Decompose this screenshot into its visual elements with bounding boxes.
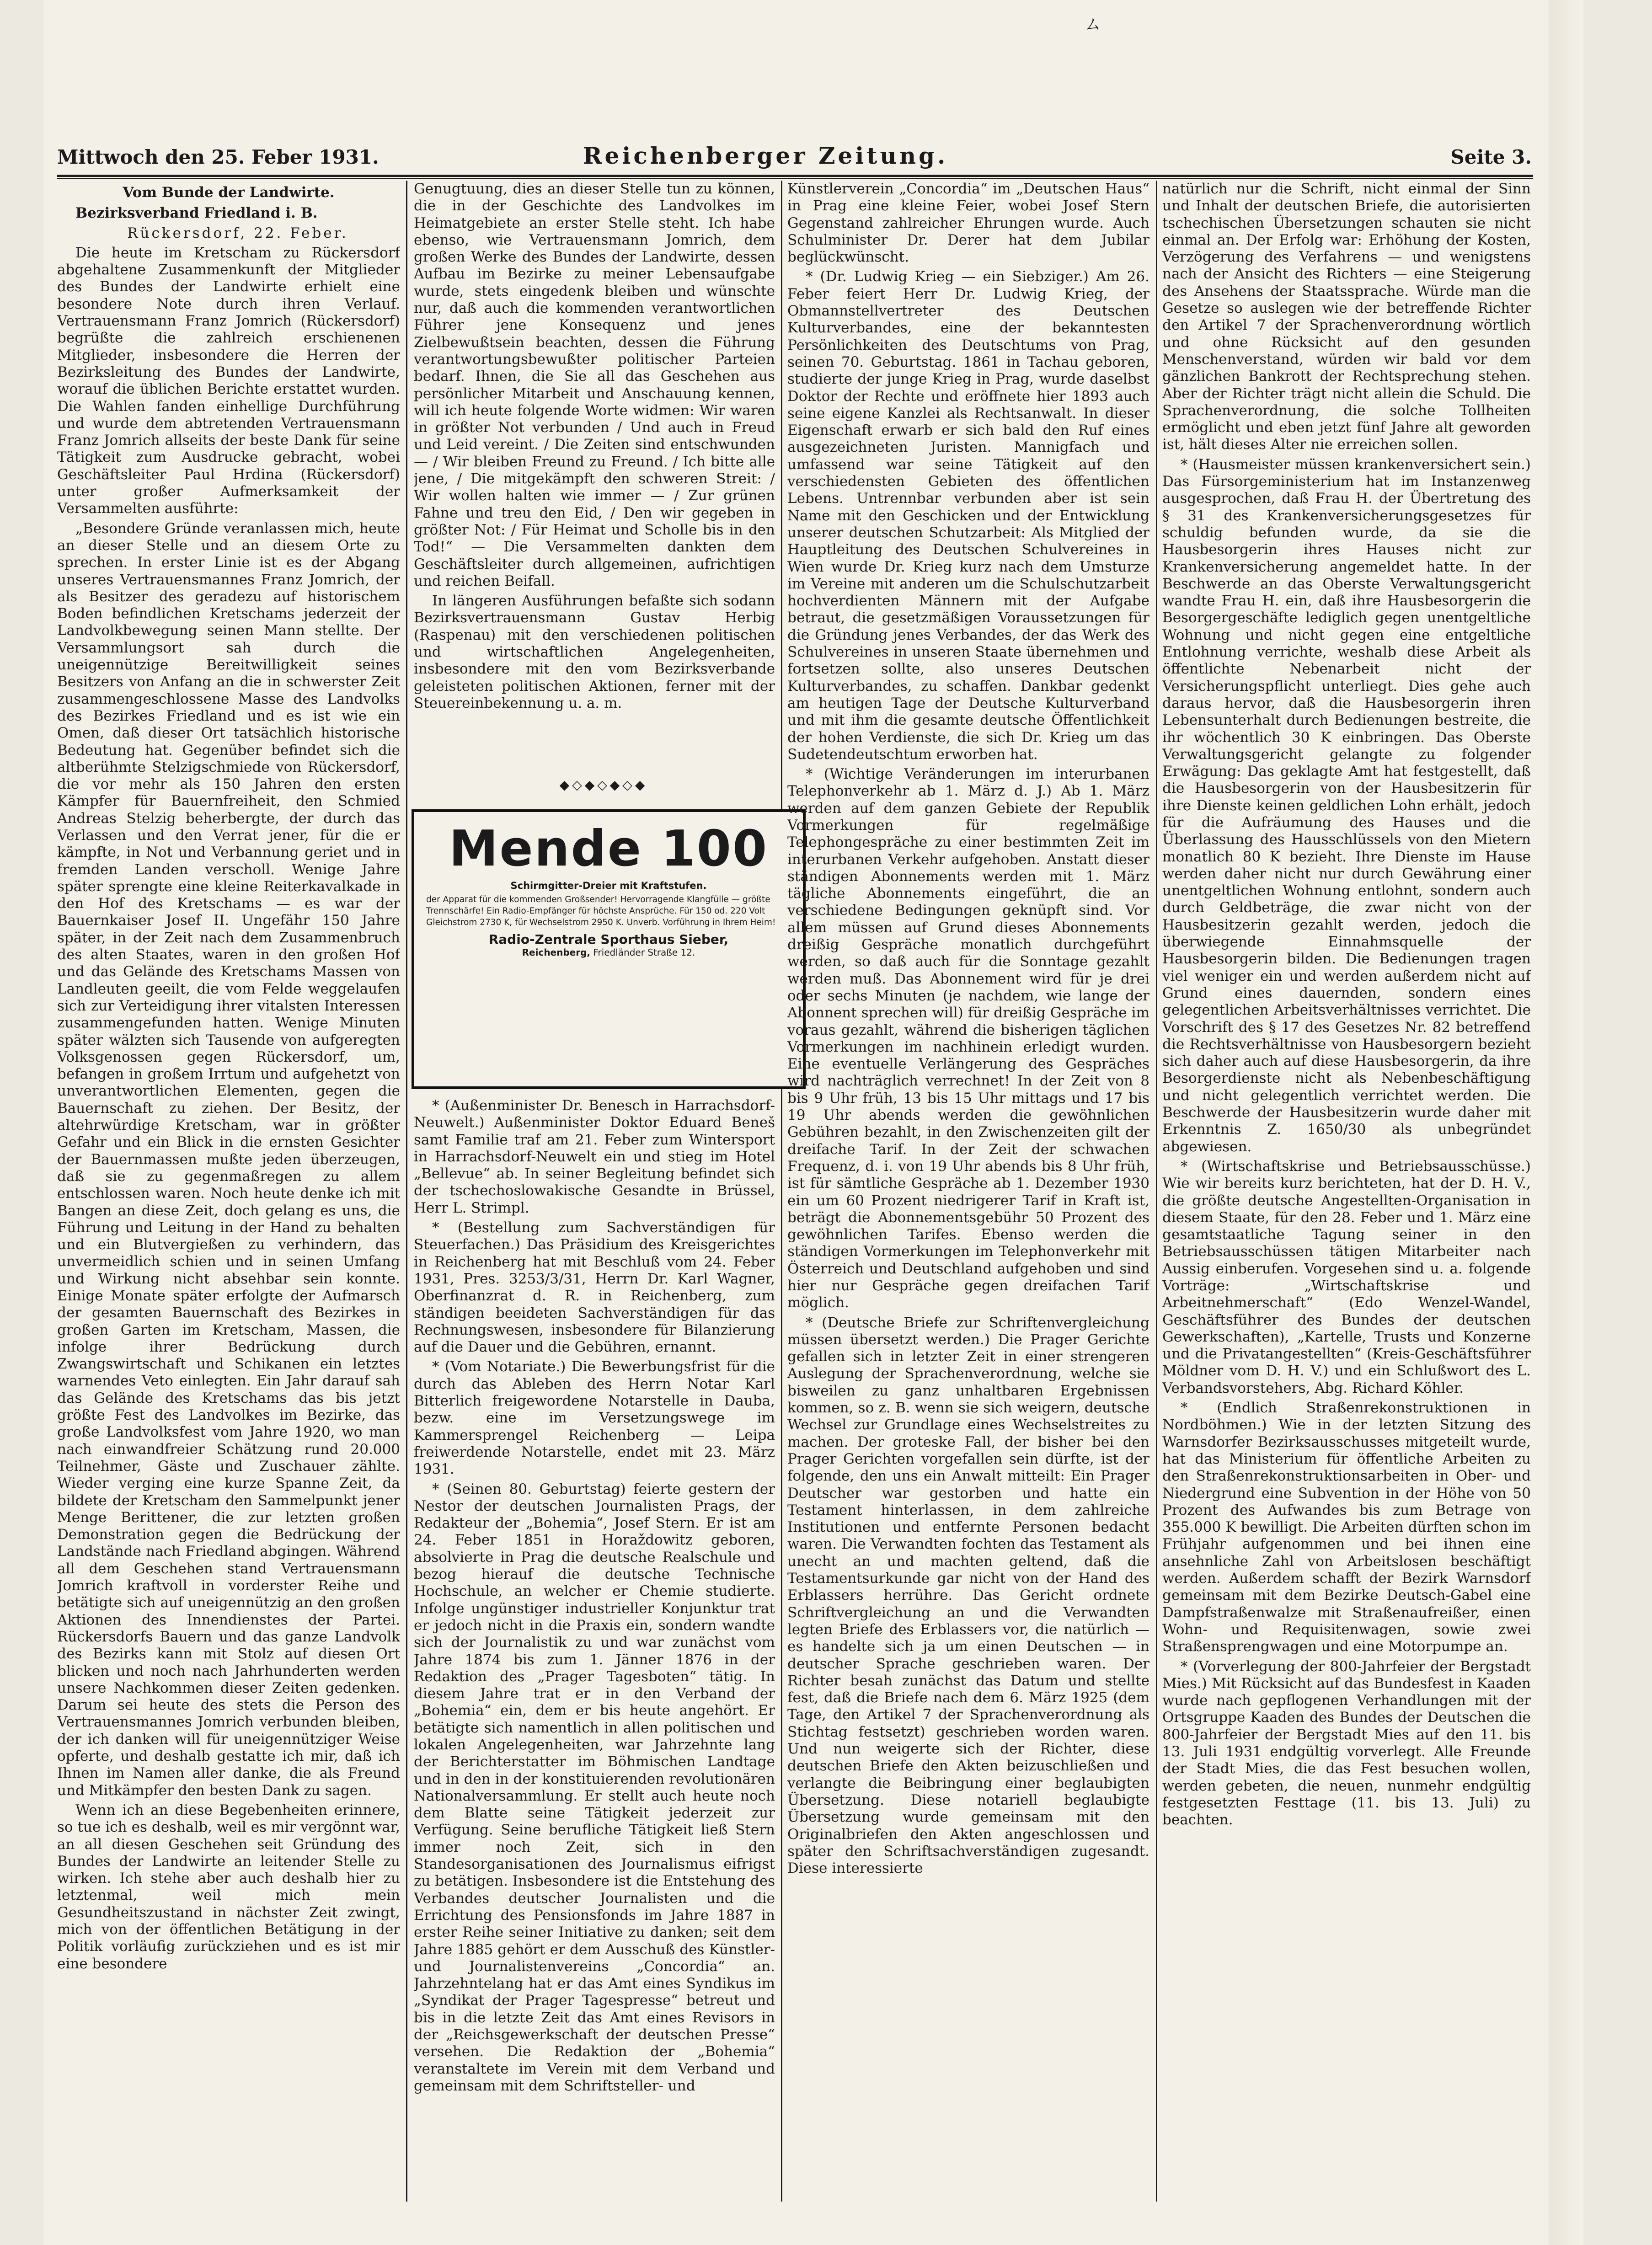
news-item: * (Wirtschaftskrise und Betriebsausschüsse.) Wie wir bereits kurz berichteten, hat der D. H. V., die größte deutsche Angestellten-Organisation in diesem Staate, für den 28. Feber und 1. März eine gesamtstaatliche Tagung seiner in den Betriebsausschüssen tätigen Mitarbeiter nach Aussig einberufen. Vorgesehen sind u. a. folgende Vorträge: „Wirtschaftskrise und Arbeitnehmerschaft“ (Edo Wenzel-Wandel, Geschäftsführer des Bundes der deutschen Gewerkschaften), „Kartelle, Trusts und Konzerne und die Privatangestellten“ (Kreis-Geschäftsführer Möldner vom D. H. V.) und ein Schlußwort des L. Verbandsvorstehers, Abg. Richard Köhler. [1162, 1158, 1531, 1396]
news-item: * (Hausmeister müssen krankenversichert sein.) Das Fürsorgeministerium hat im Instanzenweg ausgesprochen, daß Frau H. der Übertretung des § 31 des Krankenversicherungsgesetzes für schuldig befunden wurde, da sie die Hausbesorgerin ihres Hauses nicht zur Krankenversicherung angemeldet hatte. In der Beschwerde an das Oberste Verwaltungsgericht wandte Frau H. ein, daß ihre Hausbesorgerin die Besorgergeschäfte lediglich gegen unentgeltliche Wohnung und nicht gegen eine entgeltliche Entlohnung verrichte, weshalb diese Arbeit als öffentlichte Nebenarbeit nicht der Versicherungspflicht unterliegt. Dies gehe auch daraus hervor, daß die Hausbesorgerin ihren Lebensunterhalt durch Bedienungen bestreite, die ihr wöchentlich 30 K einbringen. Das Oberste Verwaltungsgericht gelangte zu folgender Erwägung: Das geklagte Amt hat festgestellt, daß die Hausbesorgerin von der Hausbesitzerin für ihre Dienste keinen geldlichen Lohn erhält, jedoch für die Aufräumung des Hauses und die Überlassung des Hausschlüssels von den Mietern monatlich 80 K bezieht. Ihre Dienste im Hause werden daher nicht nur durch Gewährung einer unentgeltlichen Wohnung entlohnt, sondern auch durch Geldbeträge, die zwar nicht von der Hausbesitzerin gezahlt werden, jedoch die überwiegende Einnahmsquelle der Hausbesorgerin bilden. Die Bedienungen tragen viel weniger ein und werden außerdem nicht auf Grund eines dauernden, sondern eines gelegentlichen Arbeitsverhältnisses verrichtet. Die Vorschrift des § 17 des Gesetzes Nr. 82 betreffend die Rechtsverhältnisse von Hausbesorgern bezieht sich daher auch auf diese Hausbesorgerin, da ihre Besorgerdienste nicht als Nebenbeschäftigung und nicht gelegentlich verrichtet werden. Die Beschwerde der Hausbesitzerin wurde daher mit Erkenntnis Z. 1650/30 als unbegründet abgewiesen. [1162, 456, 1531, 1155]
newspaper-title: Reichenberger Zeitung. [583, 142, 948, 169]
news-item: * (Vorverlegung der 800-Jahrfeier der Bergstadt Mies.) Mit Rücksicht auf das Bundesfest in Kaaden wurde nach gepflogenen Verhandlungen mit der Ortsgruppe Kaaden des Bundes der Deutschen die 800-Jahrfeier der Bergstadt Mies auf den 11. bis 13. Juli 1931 endgültig vorverlegt. Alle Freunde der Stadt Mies, die das Fest besuchen wollen, werden gebeten, die neuen, nunmehr endgültig festgesetzten Festtage (11. bis 13. Juli) zu beachten. [1162, 1658, 1531, 1828]
column-divider [1156, 181, 1157, 2202]
article-paragraph: Genugtuung, dies an dieser Stelle tun zu können, die in der Geschichte des Landvolkes im Heimatgebiete an erster Stelle steht. Ich habe ebenso, wie Vertrauensmann Jomrich, dem großen Werke des Bundes der Landwirte, dessen Aufbau im Bezirke zu meiner Lebensaufgabe wurde, stets eingedenk bleiben und wünschte nur, daß auch die kommenden verantwortlichen Führer jene Konsequenz und jenes Zielbewußtsein beachten, dessen die Führung verantwortungsbewußter politischer Parteien bedarf. Ihnen, die Sie all das Geschehen aus persönlicher Mitarbeit und Anschauung kennen, will ich heute folgende Worte widmen: Wir waren in größter Not verbunden / Und auch in Freud und Leid vereint. / Die Zeiten sind entschwunden — / Wir bleiben Freund zu Freund. / Ich bitte alle jene, / Die mitgekämpft den schweren Streit: / Wir wollen halten wie immer — / Zur grünen Fahne und treu den Eid, / Den wir gegeben in größter Not: / Für Heimat und Scholle bis in den Tod!“ — Die Versammelten dankten dem Geschäftsleiter durch allgemeinen, aufrichtigen und reichen Beifall. [414, 181, 775, 589]
news-item: * (Deutsche Briefe zur Schriftenvergleichung müssen übersetzt werden.) Die Prager Gerichte gefallen sich in letzter Zeit in einer strengeren Auslegung der Sprachenverordnung, welche sie bisweilen zu ganz unhaltbaren Ergebnissen kommen, so z. B. wenn sie sich weigern, deutsche Wechsel zur Grundlage eines Wechselstreites zu machen. Der groteske Fall, der bisher bei den Prager Gerichten vorgefallen sein dürfte, ist der folgende, den uns ein Anwalt mitteilt: Ein Prager Deutscher war gestorben und hatte ein Testament hinterlassen, in dem zahlreiche Institutionen und entfernte Personen bedacht waren. Die Verwandten fochten das Testament als unecht an und machten geltend, daß die Testamentsurkunde gar nicht von der Hand des Erblassers herrühre. Das Gericht ordnete Schriftvergleichung an und die Verwandten legten Briefe des Erblassers vor, die natürlich — es handelte sich ja um einen Deutschen — in deutscher Sprache geschrieben waren. Der Richter besah zunächst das Datum und stellte fest, daß die Briefe nach dem 6. März 1925 (dem Tage, den Artikel 7 der Sprachenverordnung als Stichtag festsetzt) geschrieben worden waren. Und nun weigerte sich der Richter, diese deutschen Briefe den Akten beizuschließen und verlangte die Beibringung einer beglaubigten Übersetzung. Diese notariell beglaubigte Übersetzung wurde gemeinsam mit den Originalbriefen den Akten angeschlossen und später den Schriftsachverständigen zugesandt. Diese interessierte [787, 1314, 1149, 1877]
advertisement [412, 809, 806, 1089]
article-paragraph: Die heute im Kretscham zu Rückersdorf abgehaltene Zusammenkunft der Mitglieder des Bundes der Landwirte erhielt eine besondere Note durch ihren Verlauf. Vertrauensmann Franz Jomrich (Rückersdorf) begrüßte die zahlreich erschienenen Mitglieder, insbesondere die Herren der Bezirksleitung des Bundes der Landwirte, worauf die üblichen Berichte erstattet wurden. Die Wahlen fanden einhellige Durchführung und wurde dem abtretenden Vertrauensmann Franz Jomrich allseits der beste Dank für seine Tätigkeit zum Ausdrucke gebracht, wobei Geschäftsleiter Paul Hrdina (Rückersdorf) unter großer Aufmerksamkeit der Versammelten ausführte: [57, 244, 400, 517]
column-3 [787, 181, 1149, 2202]
column-1 [57, 181, 400, 2202]
news-item: * (Dr. Ludwig Krieg — ein Siebziger.) Am 26. Feber feiert Herr Dr. Ludwig Krieg, der Obmannstellvertreter des Deutschen Kulturverbandes, eine der bekanntesten Persönlichkeiten des Deutschtums von Prag, seinen 70. Geburtstag. 1861 in Tachau geboren, studierte der junge Krieg in Prag, wurde daselbst Doktor der Rechte und eröffnete hier 1893 auch seine eigene Kanzlei als Rechtsanwalt. In dieser Eigenschaft erwarb er sich bald den Ruf eines ausgezeichneten Juristen. Mannigfach und umfassend war seine Tätigkeit auf den verschiedensten Gebieten des öffentlichen Lebens. Untrennbar verbunden aber ist sein Name mit den Geschicken und der Entwicklung unserer deutschen Schutzarbeit: Als Mitglied der Hauptleitung des Deutschen Schulvereines in Wien wurde Dr. Krieg kurz nach dem Umsturze im Vereine mit anderen um die Schulschutzarbeit hochverdienten Männern mit der Aufgabe betraut, die gesetzmäßigen Voraussetzungen für die Gründung jenes Verbandes, der das Werk des Schulvereines in unseren Staate übernehmen und fortsetzen sollte, also unseres Deutschen Kulturverbandes, zu schaffen. Dankbar gedenkt am heutigen Tage der Deutsche Kulturverband und mit ihm die gesamte deutsche Öffentlichkeit der hohen Verdienste, die sich Dr. Krieg um das Sudetendeutschtum erworben hat. [787, 268, 1149, 763]
column-2-bottom [414, 1097, 775, 2199]
news-item: * (Vom Notariate.) Die Bewerbungsfrist für die durch das Ableben des Herrn Notar Karl Bitterlich freigewordene Notarstelle in Dauba, bezw. eine im Versetzungswege im Kammersprengel Reichenberg — Leipa freiwerdende Notarstelle, endet mit 23. März 1931. [414, 1358, 775, 1478]
ad-city: Reichenberg, [522, 947, 591, 958]
printing-mark: ㄙ [1084, 13, 1102, 34]
ad-company: Radio-Zentrale Sporthaus Sieber, [488, 932, 729, 947]
news-item: * (Wichtige Veränderungen im interurbanen Telephonverkehr ab 1. März d. J.) Ab 1. März werden auf dem ganzen Gebiete der Republik Vormerkungen für regelmäßige Telephongespräche zu einer bestimmten Zeit im interurbanen Verkehr aufgehoben. Anstatt dieser ständigen Abonnements werden mit 1. März tägliche Abonnements eingeführt, die an verschiedene Bedingungen geknüpft sind. Vor allem müssen auf Grund dieses Abonnements dreißig Gespräche monatlich durchgeführt werden, so daß auch für die Sonntage gezahlt werden muß. Das Abonnement wird für je drei oder sechs Minuten (je nachdem, wie lange der Abonnent sprechen will) für dreißig Gespräche im voraus gezahlt, während die bisherigen täglichen Vormerkungen im nachhinein erledigt wurden. Eine eventuelle Verlängerung des Gespräches wird nachträglich verrechnet! In der Zeit von 8 bis 9 Uhr früh, 13 bis 15 Uhr mittags und 17 bis 19 Uhr abends werden die gewöhnlichen Gebühren bezahlt, in den Zwischenzeiten gilt der dreifache Tarif. In der Zeit der schwachen Frequenz, d. i. von 19 Uhr abends bis 8 Uhr früh, ist für sämtliche Gespräche ab 1. Dezember 1930 ein um 60 Prozent niedrigerer Tarif in Kraft ist, beträgt die Abonnementsgebühr 50 Prozent des gewöhnlichen Tarifes. Ebenso werden die ständigen Vormerkungen im Telephonverkehr mit Österreich und Deutschland aufgehoben und sind hier nur Gespräche gegen dreifachen Tarif möglich. [787, 766, 1149, 1311]
header-date: Mittwoch den 25. Feber 1931. [57, 146, 379, 168]
column-2-top [414, 181, 775, 770]
news-item: * (Endlich Straßenrekonstruktionen in Nordböhmen.) Wie in der letzten Sitzung des Warnsdorfer Bezirksausschusses mitgeteilt wurde, hat das Ministerium für öffentliche Arbeiten zu den Straßenrekonstruktionsarbeiten in Ober- und Niedergrund eine Subvention in der Höhe von 50 Prozent des Aufwandes bis zum Betrage von 355.000 K bewilligt. Die Arbeiten dürften schon im Frühjahr aufgenommen und bei ihnen eine ansehnliche Zahl von Arbeitslosen beschäftigt werden. Außerdem schafft der Bezirk Warnsdorf gemeinsam mit dem Bezirke Deutsch-Gabel eine Dampfstraßenwalze mit Straßenaufreißer, einen Wohn- und Requisitenwagen, sowie zwei Straßensprengwagen und eine Motorpumpe an. [1162, 1400, 1531, 1655]
page-number: Seite 3. [1450, 146, 1532, 168]
news-item: * (Außenminister Dr. Benesch in Harrachsdorf-Neuwelt.) Außenminister Doktor Eduard Beneš samt Familie traf am 21. Feber zum Wintersport in Harrachsdorf-Neuwelt ein und stieg im Hotel „Bellevue“ ab. In seiner Begleitung befindet sich der tschechoslowakische Gesandte in Brüssel, Herr L. Strimpl. [414, 1097, 775, 1216]
article-paragraph: Künstlerverein „Concordia“ im „Deutschen Haus“ in Prag eine kleine Feier, wobei Josef Stern Gegenstand zahlreicher Ehrungen wurde. Auch Schulminister Dr. Derer hat dem Jubilar beglückwünscht. [787, 181, 1149, 266]
news-item: * (Bestellung zum Sachverständigen für Steuerfachen.) Das Präsidium des Kreisgerichtes in Reichenberg hat mit Beschluß vom 24. Feber 1931, Pres. 3253/3/31, Herrn Dr. Karl Wagner, Oberfinanzrat d. R. in Reichenberg, zum ständigen beeideten Sachverständigen für das Rechnungswesen, insbesondere für Bilanzierung auf die Dauer und die Gebühren, ernannt. [414, 1219, 775, 1356]
article-paragraph: In längeren Ausführungen befaßte sich sodann Bezirksvertrauensmann Gustav Herbig (Raspenau) mit den verschiedenen politischen und wirtschaftlichen Angelegenheiten, insbesondere mit den vom Bezirksverbande geleisteten politischen Aktionen, ferner mit der Steuereinbekennung u. a. m. [414, 593, 775, 711]
ad-street: Friedländer Straße 12. [593, 947, 695, 958]
header-rule-thin [57, 178, 1533, 179]
column-divider [781, 181, 782, 2202]
ad-tagline: Schirmgitter-Dreier mit Kraftstufen. [510, 880, 707, 891]
column-divider [406, 181, 407, 2202]
dateline: Rückersdorf, 22. Feber. [127, 224, 348, 241]
ad-ornament: ◆◇◆◇◆◇◆ [559, 777, 648, 792]
ad-address [414, 947, 803, 958]
column-4 [1162, 181, 1531, 2202]
page-edge [1551, 0, 1583, 2245]
ad-brand: Mende 100 [449, 820, 769, 877]
header-rule [57, 175, 1533, 177]
article-paragraph: „Besondere Gründe veranlassen mich, heute an dieser Stelle und an diesem Orte zu sprechen. In erster Linie ist es der Abgang unseres Vertrauensmannes Franz Jomrich, der als Besitzer des geradezu auf historischem Boden befindlichen Kretschams jederzeit der Landvolkbewegung seinen Mann stellte. Der Versammlungsort sah durch die uneigennützige Bereitwilligkeit seines Besitzers von Anfang an die in schwerster Zeit zusammengeschlossene Masse des Landvolks des Bezirkes Friedland und es ist wie ein Omen, daß dieser Ort tatsächlich historische Bedeutung hat. Gegenüber befindet sich die altberühmte Stelzigschmiede von Rückersdorf, die vor mehr als 150 Jahren den ersten Kämpfer für Bauernfreiheit, den Schmied Andreas Stelzig beherbergte, der durch das Verlassen und den Verrat jener, für die er kämpfte, in Not und Verbannung geriet und in fremden Landen verscholl. Wenige Jahre später sprengte eine kleine Reiterkavalkade in den Hof des Kretschams — es war der Bauernkaiser Josef II. Ungefähr 150 Jahre später, in der Zeit nach dem Zusammenbruch des alten Staates, waren in den großen Hof und das Gelände des Kretschams Massen von Landleuten geeilt, die vom Felde weggelaufen sich zur Verteidigung ihrer vitalsten Interessen zusammengefunden hatten. Wenige Minuten später wälzten sich Tausende von aufgeregten Volksgenossen gegen Rückersdorf, um, befangen in großem Irrtum und aufgehetzt von unverantwortlichen Elementen, gegen die Bauernschaft zu ziehen. Der Besitz, der altehrwürdige Kretscham, war in größter Gefahr und ein Blick in die ernsten Gesichter der Bauernmassen mußte jeden überzeugen, daß sie zu gegenmaßregen zu allem entschlossen waren. Noch heute denke ich mit Bangen an diese Zeit, doch gelang es uns, die Führung und Leitung in der Hand zu behalten und ein Blutvergießen zu verhindern, das unvermeidlich schien und in seinen Umfang und Wirkung nicht absehbar sein konnte. Einige Monate später erfolgte der Aufmarsch der gesamten Bauernschaft des Bezirkes in großen Garten im Kretscham, Massen, die infolge ihrer Bedrückung durch Zwangswirtschaft und Schikanen ein letztes warnendes Veto einlegten. Ein Jahr darauf sah das Gelände des Kretschams das bis jetzt größte Fest des Landvolkes im Bezirke, das große Landvolksfest vom Jahre 1920, wo man nach einwandfreier Schätzung rund 20.000 Teilnehmer, Gäste und Zuschauer zählte. Wieder verging eine kurze Spanne Zeit, da bildete der Kretscham den Sammelpunkt jener Menge Berittener, die zur letzten großen Demonstration gegen die Bedrückung der Landstände nach Friedland abgingen. Während all dem Geschehen stand Vertrauensmann Jomrich kraftvoll in vorderster Reihe und betätigte sich auf uneigennützig an den großen Aktionen des Innendienstes der Partei. Rückersdorfs Bauern und das ganze Landvolk des Bezirks kann mit Stolz auf diesen Ort blicken und noch nach Jahrhunderten werden unsere Nachkommen dieser Zeiten gedenken. Darum sei heute des stets die Person des Vertrauensmannes Jomrich verbunden bleiben, der ich danken will für uneigennütziger Weise opferte, und deshalb gestatte ich mir, daß ich Ihnen im Namen aller danke, die als Freund und Mitkämpfer den besten Dank zu sagen. [57, 520, 400, 1799]
page-header [57, 139, 1532, 176]
section-subtitle: Bezirksverband Friedland i. B. [75, 205, 318, 222]
article-paragraph: natürlich nur die Schrift, nicht einmal der Sinn und Inhalt der deutschen Briefe, die autorisierten tschechischen Übersetzungen schauten sie nicht einmal an. Der Erfolg war: Erhöhung der Kosten, Verzögerung des Verfahrens — und wenigstens nach der Ansicht des Richters — eine Steigerung des Ansehens der Staatssprache. Würde man die Gesetze so auslegen wie der betreffende Richter den Artikel 7 der Sprachenverordnung wörtlich und ohne Rücksicht auf den gesunden Menschenverstand, würden wir bald vor dem gänzlichen Bankrott der Rechtsprechung stehen. Aber der Richter trägt nicht allein die Schuld. Die Sprachenverordnung, die solche Tollheiten ermöglicht und eben jetzt fünf Jahre alt geworden ist, hält dieses Alter nie erreichen sollen. [1162, 181, 1531, 453]
news-item: * (Seinen 80. Geburtstag) feierte gestern der Nestor der deutschen Journalisten Prags, der Redakteur der „Bohemia“, Josef Stern. Er ist am 24. Feber 1851 in Horaždowitz geboren, absolvierte in Prag die deutsche Realschule und bezog hierauf die deutsche Technische Hochschule, an welcher er Chemie studierte. Infolge ungünstiger industrieller Konjunktur trat er jedoch nicht in die Praxis ein, sondern wandte sich der Journalistik zu und war zunächst vom Jahre 1874 bis zum 1. Jänner 1876 in der Redaktion des „Prager Tagesboten“ tätig. In diesem Jahre trat er in den Verband der „Bohemia“ ein, dem er bis heute angehört. Er betätigte sich namentlich in allen politischen und lokalen Angelegenheiten, war Jahrzehnte lang der Berichterstatter im Böhmischen Landtage und in den in der konstituierenden revolutionären Nationalversammlung. Er stellt auch heute noch dem Blatte seine Tätigkeit jederzeit zur Verfügung. Seine berufliche Tätigkeit ließ Stern immer noch Zeit, sich in den Standesorganisationen des Journalismus eifrigst zu betätigen. Insbesondere ist die Entstehung des Verbandes deutscher Journalisten und die Errichtung des Pensionsfonds im Jahre 1887 in erster Reihe seiner Initiative zu danken; seit dem Jahre 1885 gehört er dem Ausschuß des Künstler- und Journalistenvereins „Concordia“ an. Jahrzehntelang hat er das Amt eines Syndikus im „Syndikat der Prager Tagespresse“ betreut und bis in die letzte Zeit das Amt eines Revisors in der „Reichsgewerkschaft der deutschen Presse“ versehen. Die Redaktion der „Bohemia“ veranstaltete im Verein mit dem Verband und gemeinsam mit dem Schriftsteller- und [414, 1481, 775, 2094]
ad-description: der Apparat für die kommenden Großsender! Hervorragende Klangfülle — größte Trennschärfe! Ein Radio-Empfänger für höchste Ansprüche. Für 150 od. 220 Volt Gleichstrom 2730 K, für Wechselstrom 2950 K. Unverb. Vorführung in Ihrem Heim! [426, 895, 776, 927]
section-title: Vom Bunde der Landwirte. [123, 184, 335, 201]
article-paragraph: Wenn ich an diese Begebenheiten erinnere, so tue ich es deshalb, weil es mir vergönnt war, an all diesen Geschehen seit Gründung des Bundes der Landwirte an leitender Stelle zu wirken. Ich stehe aber auch deshalb hier zu letztenmal, weil mich mein Gesundheitszustand in nächster Zeit zwingt, mich von der öffentlichen Betätigung in der Politik vorläufig zurückziehen und es ist mir eine besondere [57, 1801, 400, 1972]
